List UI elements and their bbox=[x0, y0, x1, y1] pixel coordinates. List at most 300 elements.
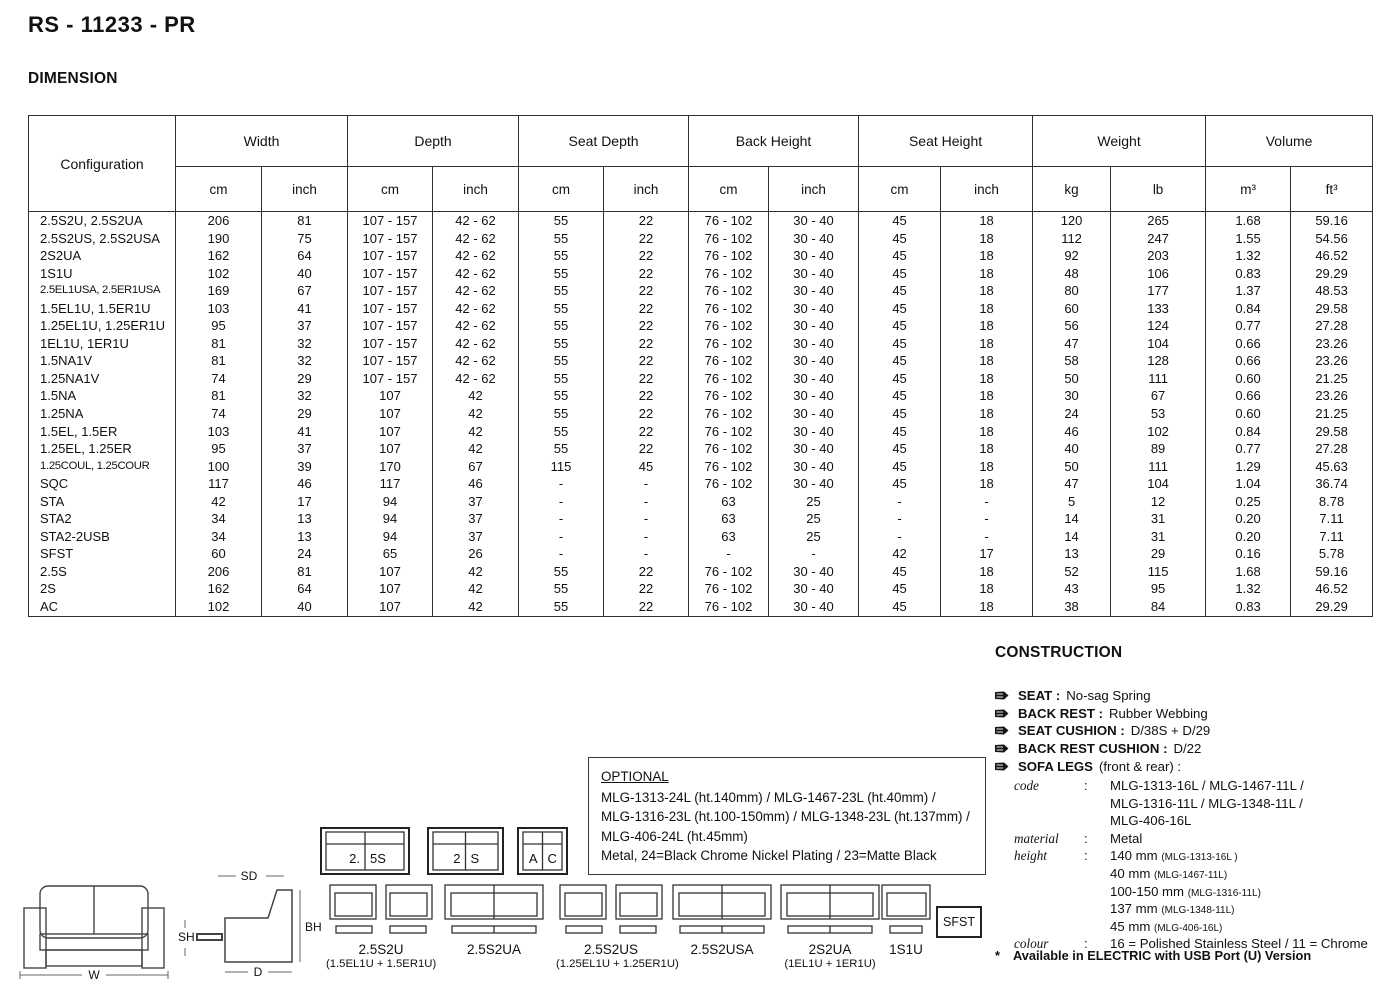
sofa-topview-icon bbox=[329, 884, 433, 936]
value-cell: 1.04 bbox=[1206, 475, 1291, 493]
value-cell: 50 bbox=[1033, 458, 1111, 476]
table-row bbox=[29, 458, 1373, 476]
value-cell: 14 bbox=[1033, 528, 1111, 546]
value-cell: 107 bbox=[348, 563, 433, 581]
back-height-dim-label: BH bbox=[305, 920, 322, 934]
value-cell: 107 bbox=[348, 580, 433, 598]
construction-item-value: No-sag Spring bbox=[1066, 688, 1151, 704]
value-cell: 107 - 157 bbox=[348, 317, 433, 335]
value-cell: 76 - 102 bbox=[689, 598, 769, 616]
value-cell: 30 bbox=[1033, 387, 1111, 405]
value-cell: 106 bbox=[1111, 265, 1206, 283]
value-cell: 42 - 62 bbox=[433, 317, 519, 335]
value-cell: 30 - 40 bbox=[769, 440, 859, 458]
construction-item-label: SEAT CUSHION : bbox=[1018, 723, 1125, 739]
value-cell: 45 bbox=[859, 247, 941, 265]
value-cell: 26 bbox=[433, 545, 519, 563]
column-group-4: Back Height bbox=[689, 116, 859, 167]
construction-item-label: BACK REST CUSHION : bbox=[1018, 741, 1168, 757]
value-cell: 45.63 bbox=[1291, 458, 1373, 476]
value-cell: 76 - 102 bbox=[689, 563, 769, 581]
value-cell: 45 bbox=[859, 563, 941, 581]
value-cell: 48.53 bbox=[1291, 282, 1373, 300]
value-cell: 76 - 102 bbox=[689, 387, 769, 405]
value-cell: 76 - 102 bbox=[689, 475, 769, 493]
value-cell: 42 - 62 bbox=[433, 230, 519, 248]
value-cell: 42 - 62 bbox=[433, 212, 519, 230]
value-cell: 81 bbox=[176, 352, 262, 370]
value-cell: 107 - 157 bbox=[348, 247, 433, 265]
value-cell: 13 bbox=[1033, 545, 1111, 563]
value-cell: 22 bbox=[604, 352, 689, 370]
legs-detail-line: 137 mm (MLG-1348-11L) bbox=[1110, 901, 1235, 917]
value-cell: 17 bbox=[262, 493, 348, 511]
value-cell: 22 bbox=[604, 580, 689, 598]
config-diagram-2.5S2US bbox=[556, 884, 679, 970]
value-cell: 14 bbox=[1033, 510, 1111, 528]
sofa-topview-icon bbox=[322, 829, 408, 873]
value-cell: 22 bbox=[604, 405, 689, 423]
sofa-topview-icon bbox=[879, 884, 933, 936]
footnote-text: Available in ELECTRIC with USB Port (U) Version bbox=[1013, 948, 1312, 963]
value-cell: 1.68 bbox=[1206, 212, 1291, 230]
table-row bbox=[29, 282, 1373, 300]
value-cell: 111 bbox=[1111, 370, 1206, 388]
value-cell: 55 bbox=[519, 282, 604, 300]
construction-item-label: SOFA LEGS bbox=[1018, 758, 1093, 774]
value-cell: 60 bbox=[1033, 300, 1111, 318]
config-cell: STA bbox=[29, 493, 176, 511]
value-cell: 1.32 bbox=[1206, 247, 1291, 265]
config-diagram-2.5S2USA bbox=[670, 884, 774, 957]
column-unit-3: inch bbox=[433, 167, 519, 212]
value-cell: 30 - 40 bbox=[769, 475, 859, 493]
value-cell: 0.83 bbox=[1206, 598, 1291, 616]
value-cell: 45 bbox=[859, 580, 941, 598]
value-cell: 107 - 157 bbox=[348, 370, 433, 388]
value-cell: 45 bbox=[859, 475, 941, 493]
table-row bbox=[29, 352, 1373, 370]
value-cell: 30 - 40 bbox=[769, 423, 859, 441]
value-cell: 55 bbox=[519, 335, 604, 353]
value-cell: 76 - 102 bbox=[689, 352, 769, 370]
dimension-heading: DIMENSION bbox=[28, 70, 118, 87]
value-cell: - bbox=[519, 510, 604, 528]
sofa-topview-icon bbox=[559, 884, 663, 936]
column-group-7: Volume bbox=[1206, 116, 1373, 167]
value-cell: 53 bbox=[1111, 405, 1206, 423]
value-cell: 30 - 40 bbox=[769, 563, 859, 581]
construction-item bbox=[995, 740, 1210, 758]
value-cell: 22 bbox=[604, 265, 689, 283]
value-cell: 22 bbox=[604, 370, 689, 388]
legs-colon: : bbox=[1084, 848, 1088, 864]
sofa-topview-icon bbox=[519, 829, 566, 873]
value-cell: 76 - 102 bbox=[689, 423, 769, 441]
value-cell: 42 bbox=[433, 405, 519, 423]
seat-depth-dim-label: SD bbox=[240, 869, 258, 883]
value-cell: 30 - 40 bbox=[769, 598, 859, 616]
value-cell: 76 - 102 bbox=[689, 247, 769, 265]
value-cell: 45 bbox=[859, 300, 941, 318]
value-cell: 42 - 62 bbox=[433, 300, 519, 318]
value-cell: 22 bbox=[604, 212, 689, 230]
column-group-5: Seat Height bbox=[859, 116, 1033, 167]
value-cell: 0.66 bbox=[1206, 352, 1291, 370]
value-cell: 42 - 62 bbox=[433, 335, 519, 353]
legs-detail-line: MLG-1316-11L / MLG-1348-11L / bbox=[1110, 795, 1303, 811]
value-cell: 265 bbox=[1111, 212, 1206, 230]
legs-detail-line: 40 mm (MLG-1467-11L) bbox=[1110, 865, 1228, 881]
value-cell: 18 bbox=[941, 387, 1033, 405]
value-cell: 76 - 102 bbox=[689, 440, 769, 458]
config-label: 2S2UA bbox=[808, 942, 852, 957]
value-cell: 55 bbox=[519, 265, 604, 283]
value-cell: 0.77 bbox=[1206, 440, 1291, 458]
value-cell: 0.60 bbox=[1206, 370, 1291, 388]
construction-item-value: D/38S + D/29 bbox=[1130, 723, 1211, 739]
column-unit-13: ft³ bbox=[1291, 167, 1373, 212]
table-row bbox=[29, 335, 1373, 353]
value-cell: 55 bbox=[519, 387, 604, 405]
table-row bbox=[29, 317, 1373, 335]
value-cell: 107 - 157 bbox=[348, 212, 433, 230]
value-cell: 36.74 bbox=[1291, 475, 1373, 493]
config-cell: 1.5EL, 1.5ER bbox=[29, 423, 176, 441]
value-cell: 46 bbox=[1033, 423, 1111, 441]
value-cell: - bbox=[519, 475, 604, 493]
value-cell: - bbox=[519, 528, 604, 546]
table-row bbox=[29, 247, 1373, 265]
value-cell: 32 bbox=[262, 387, 348, 405]
value-cell: 25 bbox=[769, 510, 859, 528]
legs-detail-line: 16 = Polished Stainless Steel / 11 = Chrome bbox=[1110, 936, 1368, 952]
value-cell: 102 bbox=[176, 265, 262, 283]
value-cell: 42 - 62 bbox=[433, 247, 519, 265]
value-cell: 18 bbox=[941, 317, 1033, 335]
legs-colon: : bbox=[1084, 778, 1088, 793]
value-cell: 128 bbox=[1111, 352, 1206, 370]
column-group-1: Width bbox=[176, 116, 348, 167]
table-row bbox=[29, 580, 1373, 598]
config-sublabel: (1.5EL1U + 1.5ER1U) bbox=[326, 958, 437, 970]
config-diagram-2.5S2U bbox=[326, 884, 436, 970]
value-cell: 29 bbox=[262, 370, 348, 388]
optional-title: OPTIONAL bbox=[601, 769, 669, 784]
config-label: 2.5S2USA bbox=[690, 942, 754, 957]
config-cell: 1EL1U, 1ER1U bbox=[29, 335, 176, 353]
value-cell: 94 bbox=[348, 510, 433, 528]
value-cell: 0.16 bbox=[1206, 545, 1291, 563]
value-cell: 65 bbox=[348, 545, 433, 563]
value-cell: 42 bbox=[433, 563, 519, 581]
value-cell: 18 bbox=[941, 370, 1033, 388]
value-cell: 81 bbox=[262, 563, 348, 581]
value-cell: 18 bbox=[941, 563, 1033, 581]
value-cell: 37 bbox=[262, 440, 348, 458]
value-cell: 63 bbox=[689, 510, 769, 528]
footnote-star: * bbox=[995, 948, 1000, 963]
sofa-box-AC bbox=[517, 827, 568, 875]
value-cell: 203 bbox=[1111, 247, 1206, 265]
value-cell: 22 bbox=[604, 598, 689, 616]
value-cell: 80 bbox=[1033, 282, 1111, 300]
value-cell: 63 bbox=[689, 528, 769, 546]
value-cell: 30 - 40 bbox=[769, 265, 859, 283]
value-cell: 170 bbox=[348, 458, 433, 476]
value-cell: 0.25 bbox=[1206, 493, 1291, 511]
column-group-2: Depth bbox=[348, 116, 519, 167]
value-cell: 45 bbox=[604, 458, 689, 476]
legs-detail-line: 100-150 mm (MLG-1316-11L) bbox=[1110, 883, 1261, 899]
config-cell: 1.25EL1U, 1.25ER1U bbox=[29, 317, 176, 335]
value-cell: 94 bbox=[348, 493, 433, 511]
column-unit-8: cm bbox=[859, 167, 941, 212]
value-cell: 22 bbox=[604, 423, 689, 441]
value-cell: 63 bbox=[689, 493, 769, 511]
value-cell: 48 bbox=[1033, 265, 1111, 283]
value-cell: 46 bbox=[262, 475, 348, 493]
value-cell: 18 bbox=[941, 230, 1033, 248]
legs-detail-line: 140 mm (MLG-1313-16L ) bbox=[1110, 848, 1238, 864]
value-cell: 206 bbox=[176, 563, 262, 581]
config-label: 2.5S2UA bbox=[466, 942, 522, 957]
sofa-topview-icon bbox=[672, 884, 772, 936]
config-cell: 1S1U bbox=[29, 265, 176, 283]
value-cell: 95 bbox=[176, 440, 262, 458]
column-unit-6: cm bbox=[689, 167, 769, 212]
value-cell: 74 bbox=[176, 370, 262, 388]
construction-item-label: BACK REST : bbox=[1018, 705, 1103, 721]
value-cell: 76 - 102 bbox=[689, 335, 769, 353]
value-cell: 115 bbox=[519, 458, 604, 476]
config-cell: 1.25COUL, 1.25COUR bbox=[29, 458, 176, 476]
value-cell: 74 bbox=[176, 405, 262, 423]
value-cell: 30 - 40 bbox=[769, 282, 859, 300]
value-cell: 107 bbox=[348, 440, 433, 458]
value-cell: 38 bbox=[1033, 598, 1111, 616]
value-cell: 42 - 62 bbox=[433, 370, 519, 388]
value-cell: 42 bbox=[433, 580, 519, 598]
value-cell: 107 - 157 bbox=[348, 335, 433, 353]
column-unit-1: inch bbox=[262, 167, 348, 212]
value-cell: 84 bbox=[1111, 598, 1206, 616]
value-cell: 17 bbox=[941, 545, 1033, 563]
value-cell: 45 bbox=[859, 335, 941, 353]
value-cell: - bbox=[604, 475, 689, 493]
value-cell: 1.37 bbox=[1206, 282, 1291, 300]
value-cell: 55 bbox=[519, 370, 604, 388]
value-cell: 22 bbox=[604, 317, 689, 335]
construction-item-value: Rubber Webbing bbox=[1109, 705, 1208, 721]
value-cell: 30 - 40 bbox=[769, 335, 859, 353]
value-cell: 107 - 157 bbox=[348, 230, 433, 248]
value-cell: 76 - 102 bbox=[689, 458, 769, 476]
value-cell: 22 bbox=[604, 247, 689, 265]
value-cell: 25 bbox=[769, 528, 859, 546]
config-label: 1S1U bbox=[889, 942, 923, 957]
config-sfst-box: SFST bbox=[936, 906, 982, 938]
svg-text:2: 2 bbox=[453, 851, 461, 866]
value-cell: 18 bbox=[941, 598, 1033, 616]
value-cell: - bbox=[941, 510, 1033, 528]
value-cell: 18 bbox=[941, 440, 1033, 458]
value-cell: 22 bbox=[604, 300, 689, 318]
value-cell: 1.55 bbox=[1206, 230, 1291, 248]
value-cell: 18 bbox=[941, 212, 1033, 230]
value-cell: 42 bbox=[433, 423, 519, 441]
value-cell: 76 - 102 bbox=[689, 265, 769, 283]
value-cell: 22 bbox=[604, 387, 689, 405]
value-cell: 24 bbox=[262, 545, 348, 563]
bullet-pen-icon bbox=[995, 726, 1009, 735]
config-cell: STA2-2USB bbox=[29, 528, 176, 546]
value-cell: 64 bbox=[262, 580, 348, 598]
column-unit-9: inch bbox=[941, 167, 1033, 212]
value-cell: 37 bbox=[433, 528, 519, 546]
value-cell: 42 bbox=[433, 598, 519, 616]
table-row bbox=[29, 300, 1373, 318]
value-cell: 42 bbox=[859, 545, 941, 563]
config-cell: SFST bbox=[29, 545, 176, 563]
value-cell: 95 bbox=[1111, 580, 1206, 598]
value-cell: 124 bbox=[1111, 317, 1206, 335]
config-diagrams bbox=[0, 884, 1400, 994]
value-cell: 22 bbox=[604, 440, 689, 458]
value-cell: 12 bbox=[1111, 493, 1206, 511]
sofa-topview-icon bbox=[780, 884, 880, 936]
value-cell: 75 bbox=[262, 230, 348, 248]
value-cell: 59.16 bbox=[1291, 563, 1373, 581]
value-cell: 177 bbox=[1111, 282, 1206, 300]
legs-detail-line: MLG-1313-16L / MLG-1467-11L / bbox=[1110, 778, 1304, 793]
config-cell: 1.5EL1U, 1.5ER1U bbox=[29, 300, 176, 318]
value-cell: 55 bbox=[519, 598, 604, 616]
legs-colon: : bbox=[1084, 830, 1088, 846]
page-title: RS - 11233 - PR bbox=[28, 12, 196, 37]
column-unit-7: inch bbox=[769, 167, 859, 212]
value-cell: 18 bbox=[941, 458, 1033, 476]
value-cell: 37 bbox=[262, 317, 348, 335]
value-cell: 29.58 bbox=[1291, 300, 1373, 318]
config-cell: 2.5S2US, 2.5S2USA bbox=[29, 230, 176, 248]
value-cell: 76 - 102 bbox=[689, 212, 769, 230]
value-cell: 162 bbox=[176, 247, 262, 265]
value-cell: 55 bbox=[519, 300, 604, 318]
value-cell: 45 bbox=[859, 598, 941, 616]
value-cell: 55 bbox=[519, 352, 604, 370]
value-cell: - bbox=[689, 545, 769, 563]
value-cell: 13 bbox=[262, 510, 348, 528]
construction-item-value: D/22 bbox=[1173, 741, 1202, 757]
bullet-pen-icon bbox=[995, 709, 1009, 718]
value-cell: 76 - 102 bbox=[689, 282, 769, 300]
value-cell: 29 bbox=[262, 405, 348, 423]
value-cell: 30 - 40 bbox=[769, 317, 859, 335]
value-cell: 42 bbox=[433, 440, 519, 458]
value-cell: 55 bbox=[519, 440, 604, 458]
value-cell: - bbox=[859, 510, 941, 528]
table-row bbox=[29, 563, 1373, 581]
value-cell: - bbox=[941, 493, 1033, 511]
value-cell: 5.78 bbox=[1291, 545, 1373, 563]
value-cell: 76 - 102 bbox=[689, 300, 769, 318]
value-cell: - bbox=[941, 528, 1033, 546]
value-cell: 103 bbox=[176, 300, 262, 318]
value-cell: 107 bbox=[348, 423, 433, 441]
value-cell: 32 bbox=[262, 335, 348, 353]
value-cell: 18 bbox=[941, 265, 1033, 283]
value-cell: - bbox=[769, 545, 859, 563]
optional-line: MLG-1313-24L (ht.140mm) / MLG-1467-23L (ht.40mm) / bbox=[601, 789, 936, 805]
value-cell: 45 bbox=[859, 370, 941, 388]
value-cell: 22 bbox=[604, 335, 689, 353]
value-cell: 76 - 102 bbox=[689, 370, 769, 388]
value-cell: 55 bbox=[519, 317, 604, 335]
value-cell: 18 bbox=[941, 352, 1033, 370]
sofa-box-25S bbox=[320, 827, 410, 875]
table-row bbox=[29, 545, 1373, 563]
value-cell: 104 bbox=[1111, 335, 1206, 353]
value-cell: 30 - 40 bbox=[769, 387, 859, 405]
value-cell: 23.26 bbox=[1291, 387, 1373, 405]
value-cell: 64 bbox=[262, 247, 348, 265]
value-cell: 30 - 40 bbox=[769, 370, 859, 388]
value-cell: 30 - 40 bbox=[769, 212, 859, 230]
dimension-table bbox=[28, 115, 1373, 617]
legs-detail-row bbox=[1014, 777, 1368, 830]
value-cell: 55 bbox=[519, 405, 604, 423]
value-cell: 30 - 40 bbox=[769, 405, 859, 423]
value-cell: 107 - 157 bbox=[348, 265, 433, 283]
config-cell: 1.25EL, 1.25ER bbox=[29, 440, 176, 458]
value-cell: 42 - 62 bbox=[433, 282, 519, 300]
column-unit-5: inch bbox=[604, 167, 689, 212]
construction-item bbox=[995, 687, 1210, 705]
sofa-box-2S bbox=[427, 827, 504, 875]
value-cell: 45 bbox=[859, 230, 941, 248]
value-cell: 76 - 102 bbox=[689, 317, 769, 335]
value-cell: 103 bbox=[176, 423, 262, 441]
table-row bbox=[29, 423, 1373, 441]
config-label: 2.5S2US bbox=[583, 942, 639, 957]
value-cell: 45 bbox=[859, 352, 941, 370]
value-cell: 45 bbox=[859, 458, 941, 476]
value-cell: - bbox=[604, 510, 689, 528]
dimension-table-head bbox=[29, 116, 1373, 212]
construction-list bbox=[995, 687, 1210, 775]
value-cell: 58 bbox=[1033, 352, 1111, 370]
value-cell: 47 bbox=[1033, 335, 1111, 353]
value-cell: 39 bbox=[262, 458, 348, 476]
value-cell: 7.11 bbox=[1291, 510, 1373, 528]
value-cell: 94 bbox=[348, 528, 433, 546]
value-cell: 34 bbox=[176, 528, 262, 546]
value-cell: 13 bbox=[262, 528, 348, 546]
value-cell: 133 bbox=[1111, 300, 1206, 318]
legs-attribute-label: colour bbox=[1014, 936, 1049, 952]
svg-text:S: S bbox=[470, 851, 480, 866]
value-cell: 76 - 102 bbox=[689, 230, 769, 248]
value-cell: 120 bbox=[1033, 212, 1111, 230]
value-cell: 18 bbox=[941, 247, 1033, 265]
value-cell: 45 bbox=[859, 387, 941, 405]
value-cell: 37 bbox=[433, 493, 519, 511]
value-cell: 111 bbox=[1111, 458, 1206, 476]
dimension-table-body bbox=[29, 212, 1373, 617]
value-cell: 1.29 bbox=[1206, 458, 1291, 476]
config-cell: 2S2UA bbox=[29, 247, 176, 265]
